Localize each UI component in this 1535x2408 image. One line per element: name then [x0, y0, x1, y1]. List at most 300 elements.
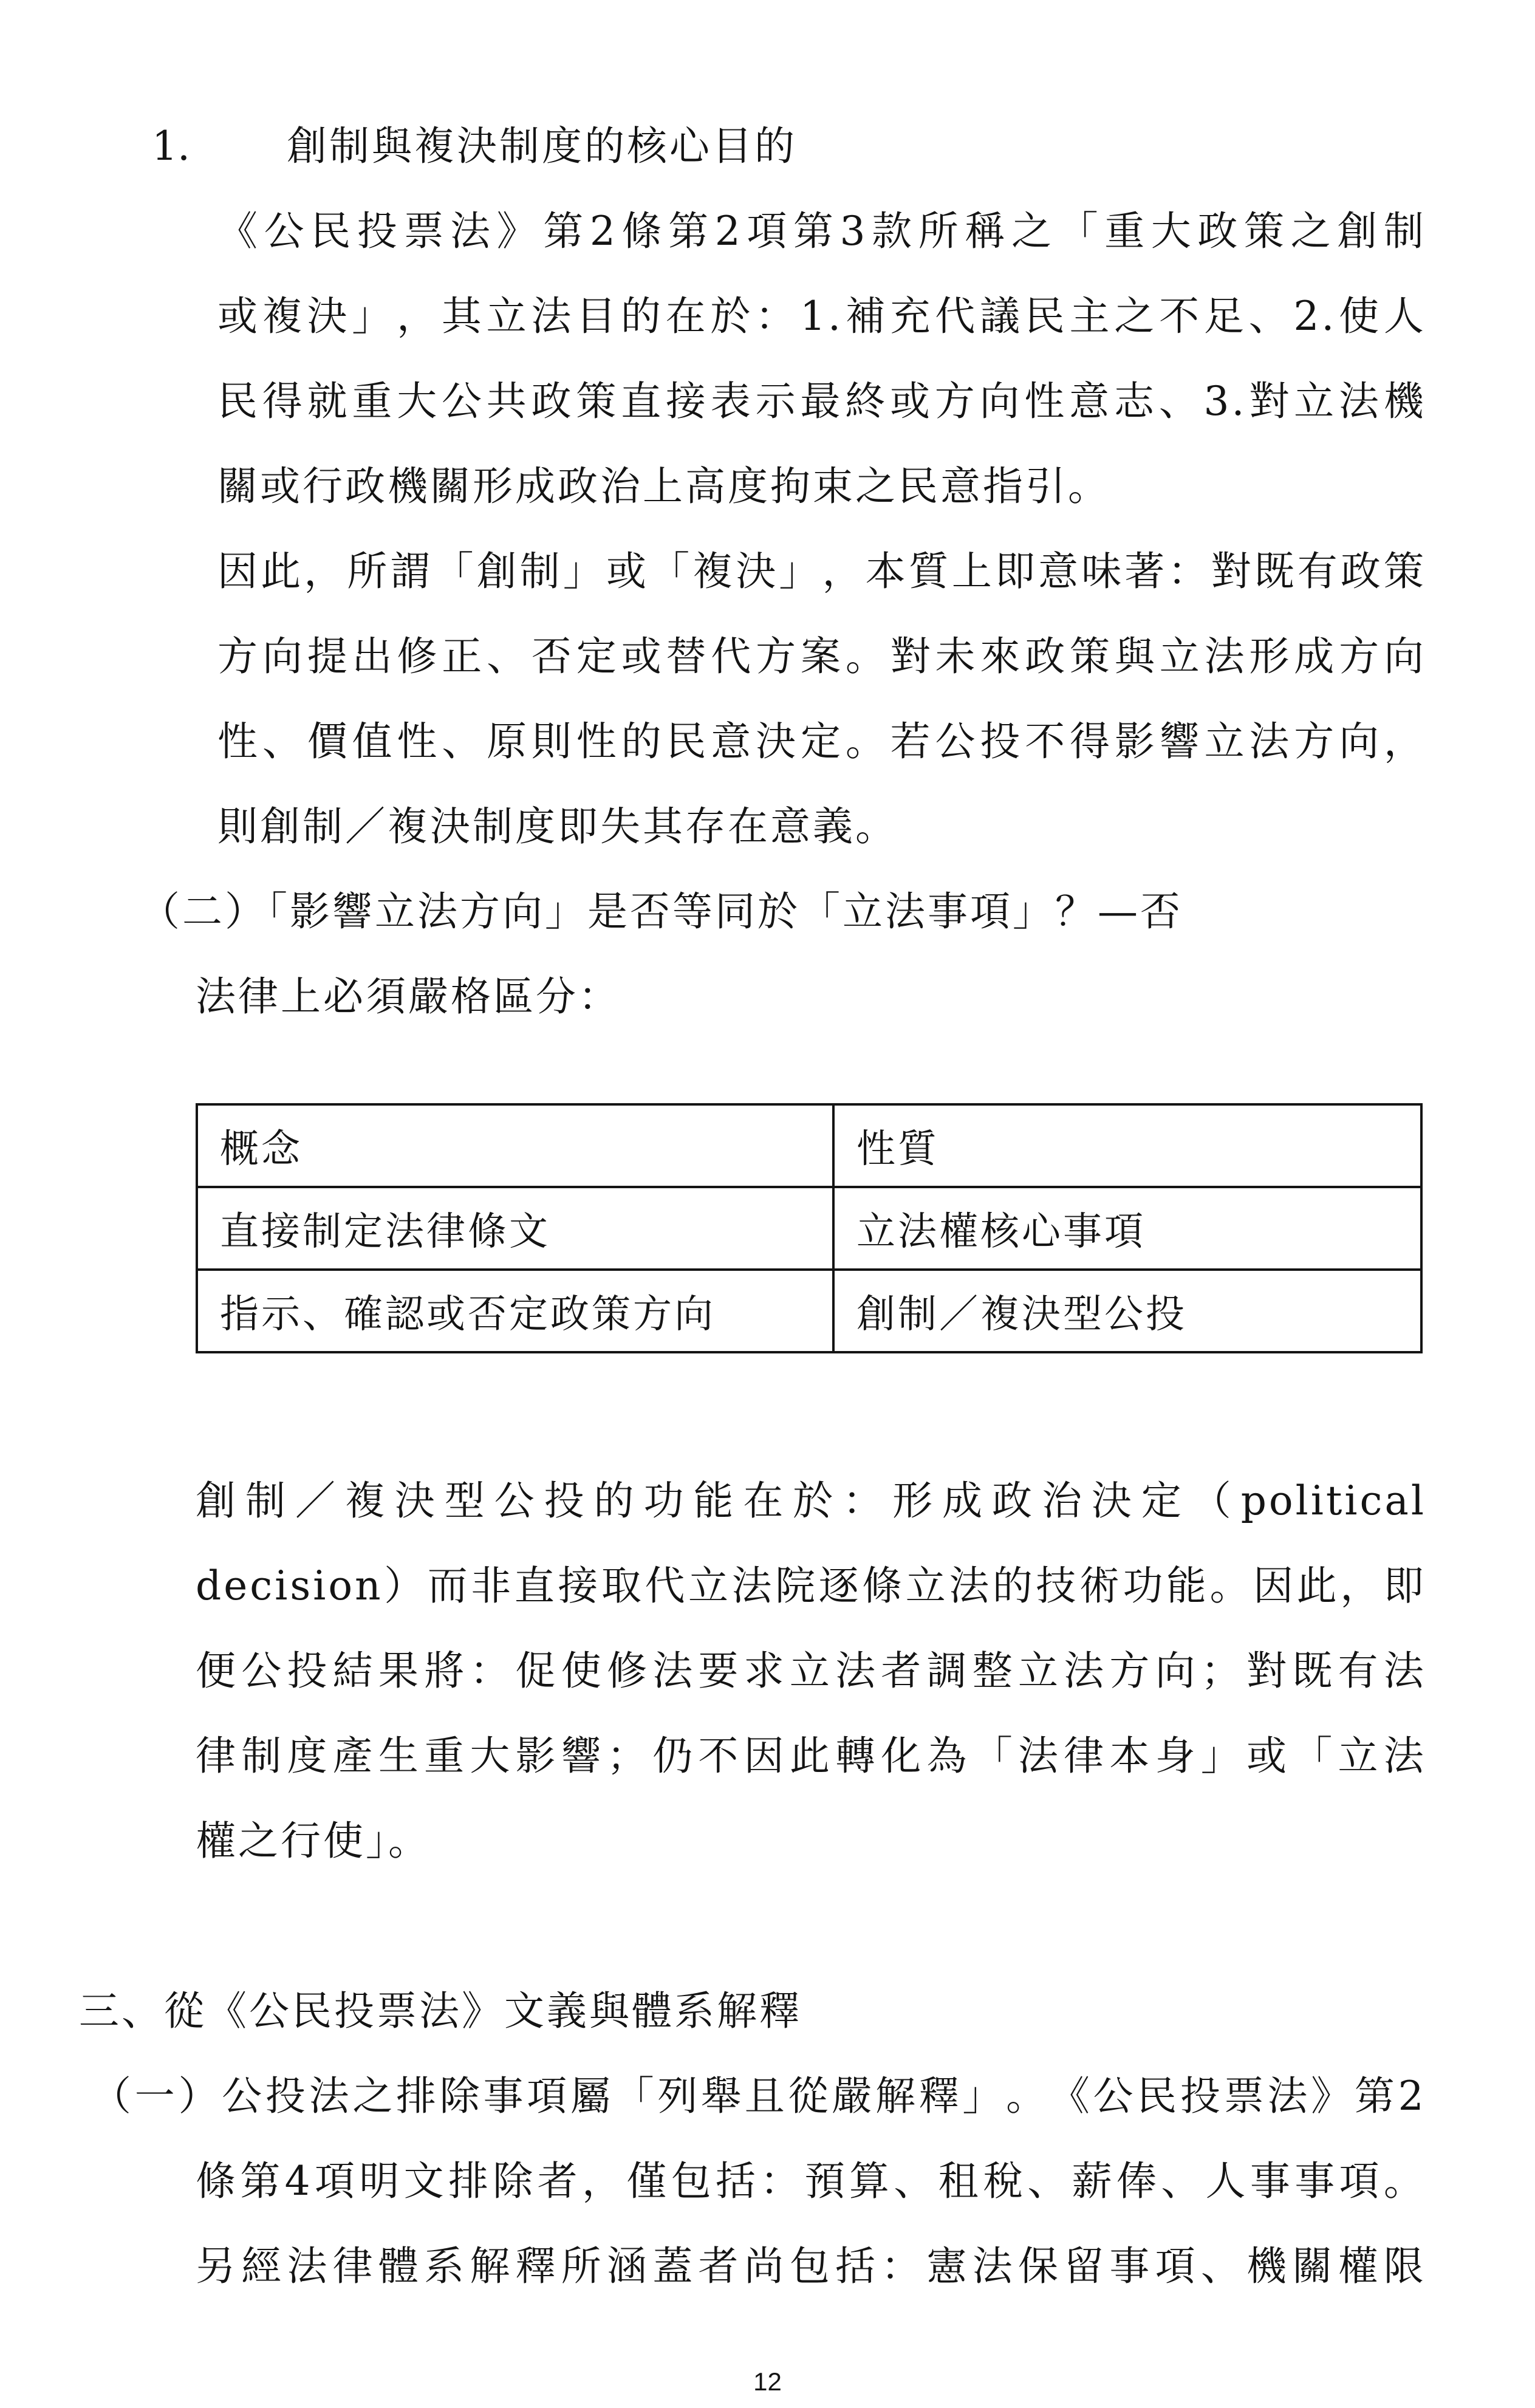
- glyph: 排: [396, 2073, 439, 2119]
- glyph: ，: [304, 548, 347, 595]
- glyph: 「: [649, 548, 692, 595]
- glyph: 終: [845, 378, 888, 425]
- glyph: 尚: [744, 2243, 787, 2290]
- glyph: 立: [688, 1562, 731, 1609]
- glyph: 質: [908, 548, 951, 595]
- glyph: 法: [652, 1647, 696, 1694]
- glyph: 或: [889, 378, 932, 425]
- glyph: 不: [1159, 293, 1202, 340]
- glyph: 」: [562, 548, 606, 595]
- paragraph-line: [217, 204, 1426, 259]
- glyph: 來: [980, 633, 1023, 680]
- glyph: 直: [514, 1562, 557, 1609]
- glyph: 為: [926, 1732, 969, 1779]
- table-intro: 法律上必須嚴格區分：: [196, 973, 621, 1020]
- glyph: 提: [307, 633, 350, 680]
- glyph: 調: [926, 1647, 969, 1694]
- glyph: 重: [352, 378, 395, 425]
- glyph: 意: [1038, 548, 1081, 595]
- glyph: 第: [793, 208, 836, 255]
- glyph: 項: [314, 2158, 357, 2204]
- glyph: 方: [756, 633, 799, 680]
- glyph: 既: [1254, 548, 1297, 595]
- glyph: 正: [442, 633, 485, 680]
- glyph: 或: [621, 633, 664, 680]
- glyph: 於: [710, 293, 753, 340]
- paragraph-line: [196, 1474, 1426, 1528]
- glyph: 的: [621, 718, 664, 765]
- glyph: 算: [849, 2158, 892, 2204]
- glyph: 立: [1204, 718, 1247, 765]
- glyph: 案: [800, 633, 843, 680]
- glyph: 即: [1383, 1562, 1426, 1609]
- glyph: 向: [979, 378, 1022, 425]
- glyph: 形: [1249, 633, 1292, 680]
- glyph: 嚴: [832, 2073, 875, 2119]
- glyph: 括: [715, 2158, 758, 2204]
- glyph: 僅: [626, 2158, 669, 2204]
- glyph: 解: [470, 2243, 513, 2290]
- glyph: 對: [1246, 1647, 1290, 1694]
- glyph: 包: [671, 2158, 714, 2204]
- glyph: 事: [1250, 2158, 1293, 2204]
- glyph: 影: [515, 1732, 558, 1779]
- glyph: 從: [788, 2073, 831, 2119]
- glyph: 且: [744, 2073, 787, 2119]
- glyph: 公: [494, 1477, 537, 1524]
- glyph: 人: [1383, 293, 1426, 340]
- glyph: 法: [1267, 2073, 1310, 2119]
- glyph: 投: [1180, 2073, 1223, 2119]
- glyph: 法: [1383, 1732, 1426, 1779]
- glyph: 足: [1203, 293, 1246, 340]
- table-cell: 指示、確認或否定政策方向: [197, 1270, 833, 1352]
- glyph: 舉: [701, 2073, 744, 2119]
- glyph: 決: [756, 718, 799, 765]
- glyph: 策: [1244, 208, 1287, 255]
- section-title: 創制與複決制度的核心目的: [287, 123, 797, 169]
- glyph: 原: [487, 718, 530, 765]
- glyph: 。: [845, 718, 888, 765]
- glyph: 經: [241, 2243, 284, 2290]
- glyph: 補: [845, 293, 888, 340]
- glyph: 生: [378, 1732, 421, 1779]
- table-row: [197, 1187, 1421, 1270]
- glyph: 示: [755, 378, 798, 425]
- glyph: 主: [1069, 293, 1112, 340]
- glyph: 3.: [1203, 378, 1247, 425]
- glyph: 」: [962, 2073, 1005, 2119]
- glyph: 就: [307, 378, 350, 425]
- glyph: 接: [558, 1562, 601, 1609]
- glyph: 與: [1114, 633, 1157, 680]
- glyph: 立: [1338, 1732, 1381, 1779]
- glyph: 限: [1383, 2243, 1426, 2290]
- glyph: 整: [972, 1647, 1015, 1694]
- glyph: 制: [241, 1732, 284, 1779]
- glyph: 最: [800, 378, 843, 425]
- paragraph-line: 權之行使」。: [196, 1818, 431, 1864]
- glyph: 能: [1166, 1562, 1209, 1609]
- glyph: 方: [1109, 1647, 1152, 1694]
- subsection-heading: （二）「影響立法方向」是否等同於「立法事項」？—否: [140, 888, 1183, 935]
- glyph: 因: [1253, 1562, 1296, 1609]
- paragraph-line: [217, 714, 1426, 769]
- glyph: 者: [881, 1647, 924, 1694]
- glyph: ）: [178, 2073, 221, 2119]
- glyph: 非: [471, 1562, 514, 1609]
- glyph: 術: [1079, 1562, 1122, 1609]
- glyph: 代: [711, 633, 754, 680]
- glyph: 投: [544, 1477, 587, 1524]
- glyph: ：: [843, 1477, 886, 1524]
- glyph: 或: [1246, 1732, 1290, 1779]
- glyph: 大: [397, 378, 440, 425]
- glyph: 4: [284, 2158, 313, 2204]
- glyph: 、: [1158, 378, 1202, 425]
- glyph: 值: [352, 718, 395, 765]
- glyph: 上: [951, 548, 994, 595]
- glyph: 蓋: [652, 2243, 696, 2290]
- glyph: 法: [531, 293, 574, 340]
- glyph: 俸: [1116, 2158, 1159, 2204]
- glyph: 此: [789, 1732, 832, 1779]
- glyph: 法: [450, 208, 493, 255]
- glyph: 身: [1155, 1732, 1198, 1779]
- glyph: 、: [1248, 293, 1291, 340]
- glyph: 逐: [818, 1562, 861, 1609]
- paragraph-line: [196, 2154, 1426, 2209]
- glyph: 性: [217, 718, 260, 765]
- glyph: 策: [1070, 633, 1113, 680]
- glyph: 成: [1294, 633, 1337, 680]
- glyph: 項: [747, 208, 790, 255]
- glyph: 院: [775, 1562, 818, 1609]
- glyph: 」: [779, 548, 822, 595]
- glyph: 立: [1294, 378, 1337, 425]
- paragraph-line: [196, 2239, 1426, 2294]
- glyph: 所: [347, 548, 390, 595]
- page-number: 12: [753, 2367, 782, 2396]
- paragraph-line: 則創制／複決制度即失其存在意義。: [217, 803, 898, 850]
- glyph: 制: [519, 548, 562, 595]
- glyph: 人: [1205, 2158, 1248, 2204]
- paragraph-line: [91, 2069, 1426, 2124]
- glyph: 法: [1249, 718, 1292, 765]
- glyph: 將: [424, 1647, 467, 1694]
- glyph: 立: [789, 1647, 832, 1694]
- glyph: 法: [1338, 378, 1381, 425]
- glyph: 除: [439, 2073, 482, 2119]
- glyph: 事: [483, 2073, 526, 2119]
- section-heading: 三、從《公民投票法》文義與體系解釋: [79, 1988, 802, 2034]
- glyph: 公: [1093, 2073, 1136, 2119]
- glyph: 法: [949, 1562, 992, 1609]
- glyph: ；: [1200, 1647, 1243, 1694]
- glyph: 民: [1024, 293, 1067, 340]
- glyph: 或: [606, 548, 649, 595]
- glyph: 仍: [652, 1732, 696, 1779]
- glyph: 投: [265, 2073, 308, 2119]
- glyph: 立: [1159, 633, 1202, 680]
- glyph: 志: [1113, 378, 1157, 425]
- glyph: 「: [433, 548, 476, 595]
- glyph: 屬: [570, 2073, 613, 2119]
- glyph: 留: [1064, 2243, 1107, 2290]
- glyph: 影: [1114, 718, 1157, 765]
- glyph: 決: [394, 1477, 437, 1524]
- glyph: 公: [241, 1647, 284, 1694]
- table-header-cell: 性質: [833, 1104, 1421, 1187]
- glyph: ；: [606, 1732, 649, 1779]
- glyph: 創: [196, 1477, 238, 1524]
- glyph: 憲: [926, 2243, 969, 2290]
- glyph: 條: [621, 208, 665, 255]
- glyph: 定: [576, 633, 619, 680]
- glyph: 釋: [918, 2073, 962, 2119]
- glyph: 保: [1017, 2243, 1061, 2290]
- glyph: 2: [1398, 2073, 1426, 2119]
- table-cell: 立法權核心事項: [833, 1187, 1421, 1270]
- glyph: 」: [352, 293, 395, 340]
- glyph: 、: [442, 718, 485, 765]
- glyph: 釋: [515, 2243, 558, 2290]
- table-header-row: [197, 1104, 1421, 1187]
- glyph: 成: [942, 1477, 985, 1524]
- glyph: 修: [397, 633, 440, 680]
- glyph: 方: [217, 633, 260, 680]
- glyph: 列: [657, 2073, 700, 2119]
- glyph: 向: [1155, 1647, 1198, 1694]
- paragraph-line: [217, 374, 1426, 429]
- glyph: 第: [1354, 2073, 1397, 2119]
- glyph: 複: [344, 1477, 388, 1524]
- glyph: 立: [1017, 1647, 1061, 1694]
- concept-table: [196, 1103, 1423, 1353]
- glyph: 法: [835, 1647, 878, 1694]
- glyph: 包: [789, 2243, 832, 2290]
- glyph: 修: [606, 1647, 649, 1694]
- glyph: 《: [217, 208, 260, 255]
- glyph: 、: [262, 718, 305, 765]
- glyph: 技: [1036, 1562, 1079, 1609]
- glyph: 2: [714, 208, 743, 255]
- glyph: 項: [1339, 2158, 1382, 2204]
- glyph: 其: [441, 293, 484, 340]
- glyph: 決: [736, 548, 779, 595]
- glyph: 、: [487, 633, 530, 680]
- glyph: 第: [668, 208, 711, 255]
- glyph: 的: [593, 1477, 637, 1524]
- glyph: 求: [744, 1647, 787, 1694]
- glyph: 著: [1124, 548, 1167, 595]
- glyph: 所: [561, 2243, 604, 2290]
- glyph: 括: [835, 2243, 878, 2290]
- glyph: 政: [1340, 548, 1383, 595]
- glyph: 便: [196, 1647, 238, 1694]
- glyph: 》: [496, 208, 539, 255]
- glyph: 否: [531, 633, 574, 680]
- glyph: 法: [972, 2243, 1015, 2290]
- glyph: 複: [262, 293, 305, 340]
- glyph: 未: [935, 633, 978, 680]
- glyph: 除: [493, 2158, 536, 2204]
- glyph: 系: [424, 2243, 467, 2290]
- glyph: 向: [262, 633, 305, 680]
- glyph: 條: [196, 2158, 238, 2204]
- glyph: 意: [1069, 378, 1112, 425]
- table-cell: 創制／複決型公投: [833, 1270, 1421, 1352]
- glyph: 「: [1058, 208, 1101, 255]
- glyph: 之: [352, 2073, 395, 2119]
- glyph: 《: [1049, 2073, 1092, 2119]
- glyph: ／: [295, 1477, 338, 1524]
- glyph: 充: [890, 293, 933, 340]
- glyph: ：: [1167, 548, 1211, 595]
- glyph: 機: [1383, 378, 1426, 425]
- glyph: 法: [309, 2073, 352, 2119]
- glyph: 》: [1311, 2073, 1354, 2119]
- glyph: 性: [397, 718, 440, 765]
- glyph: 創: [476, 548, 519, 595]
- glyph: 性: [576, 718, 619, 765]
- glyph: 決: [307, 293, 350, 340]
- glyph: （: [1191, 1477, 1234, 1524]
- glyph: 大: [470, 1732, 513, 1779]
- glyph: 得: [262, 378, 305, 425]
- glyph: 2.: [1293, 293, 1337, 340]
- glyph: 條: [862, 1562, 905, 1609]
- glyph: 律: [1064, 1732, 1107, 1779]
- glyph: 稅: [982, 2158, 1025, 2204]
- glyph: 民: [217, 378, 260, 425]
- glyph: 明: [359, 2158, 402, 2204]
- glyph: 取: [601, 1562, 644, 1609]
- glyph: 謂: [390, 548, 433, 595]
- glyph: decision: [196, 1562, 383, 1609]
- glyph: 結: [332, 1647, 375, 1694]
- glyph: ，: [1340, 1562, 1383, 1609]
- glyph: 法: [287, 2243, 330, 2290]
- glyph: 款: [872, 208, 915, 255]
- table-row: [197, 1270, 1421, 1352]
- glyph: 治: [1041, 1477, 1084, 1524]
- glyph: 民: [666, 718, 709, 765]
- glyph: 能: [693, 1477, 736, 1524]
- glyph: 形: [892, 1477, 935, 1524]
- glyph: 功: [643, 1477, 686, 1524]
- glyph: 產: [332, 1732, 375, 1779]
- glyph: 響: [1159, 718, 1202, 765]
- glyph: 關: [1292, 2243, 1335, 2290]
- glyph: 促: [515, 1647, 558, 1694]
- paragraph-line: 關或行政機關形成政治上高度拘束之民意指引。: [217, 463, 1110, 510]
- glyph: 預: [804, 2158, 847, 2204]
- glyph: 得: [1070, 718, 1113, 765]
- glyph: political: [1240, 1477, 1426, 1524]
- glyph: 方: [1339, 633, 1382, 680]
- glyph: 」: [1200, 1732, 1243, 1779]
- glyph: 複: [692, 548, 736, 595]
- glyph: 者: [698, 2243, 741, 2290]
- glyph: 制: [1383, 208, 1426, 255]
- glyph: 轉: [835, 1732, 878, 1779]
- glyph: 權: [1338, 2243, 1381, 2290]
- glyph: 律: [332, 2243, 375, 2290]
- glyph: 立: [486, 293, 529, 340]
- glyph: 、: [1200, 2243, 1243, 2290]
- glyph: 稱: [965, 208, 1008, 255]
- paragraph-line: [217, 544, 1426, 599]
- glyph: 公: [264, 208, 307, 255]
- glyph: 果: [378, 1647, 421, 1694]
- glyph: 決: [1091, 1477, 1134, 1524]
- glyph: 事: [1109, 2243, 1152, 2290]
- glyph: 公: [222, 2073, 265, 2119]
- glyph: 有: [1338, 1647, 1381, 1694]
- glyph: 若: [890, 718, 933, 765]
- glyph: 另: [196, 2243, 238, 2290]
- glyph: 機: [1246, 2243, 1290, 2290]
- glyph: ，: [581, 2158, 624, 2204]
- glyph: 不: [1025, 718, 1068, 765]
- glyph: 事: [1294, 2158, 1338, 2204]
- glyph: 目: [576, 293, 619, 340]
- glyph: 解: [875, 2073, 918, 2119]
- glyph: 公: [935, 718, 978, 765]
- glyph: 向: [1383, 633, 1426, 680]
- glyph: 議: [980, 293, 1022, 340]
- glyph: 度: [287, 1732, 330, 1779]
- glyph: 在: [665, 293, 708, 340]
- glyph: 代: [935, 293, 978, 340]
- glyph: 性: [1024, 378, 1067, 425]
- glyph: 租: [938, 2158, 981, 2204]
- glyph: 策: [576, 378, 619, 425]
- glyph: 化: [881, 1732, 924, 1779]
- glyph: 既: [1292, 1647, 1335, 1694]
- paragraph-line: [196, 1559, 1426, 1613]
- glyph: 即: [994, 548, 1038, 595]
- glyph: 定: [800, 718, 843, 765]
- glyph: 投: [980, 718, 1023, 765]
- paragraph-line: [217, 629, 1426, 684]
- glyph: 定: [1141, 1477, 1184, 1524]
- glyph: 共: [486, 378, 529, 425]
- glyph: 所: [918, 208, 961, 255]
- glyph: 體: [378, 2243, 421, 2290]
- glyph: ：: [470, 1647, 513, 1694]
- table-cell: 直接制定法律條文: [197, 1187, 833, 1270]
- glyph: 公: [441, 378, 484, 425]
- glyph: 替: [666, 633, 709, 680]
- glyph: 重: [1104, 208, 1147, 255]
- glyph: 項: [527, 2073, 570, 2119]
- glyph: 此: [1296, 1562, 1339, 1609]
- glyph: ：: [755, 293, 798, 340]
- glyph: 重: [424, 1732, 467, 1779]
- glyph: 投: [357, 208, 400, 255]
- glyph: 。: [1383, 2158, 1426, 2204]
- glyph: 創: [1337, 208, 1380, 255]
- glyph: 投: [287, 1647, 330, 1694]
- glyph: 或: [217, 293, 260, 340]
- glyph: 本: [1109, 1732, 1152, 1779]
- glyph: 第: [240, 2158, 283, 2204]
- glyph: 要: [698, 1647, 741, 1694]
- glyph: 味: [1081, 548, 1124, 595]
- glyph: 者: [537, 2158, 580, 2204]
